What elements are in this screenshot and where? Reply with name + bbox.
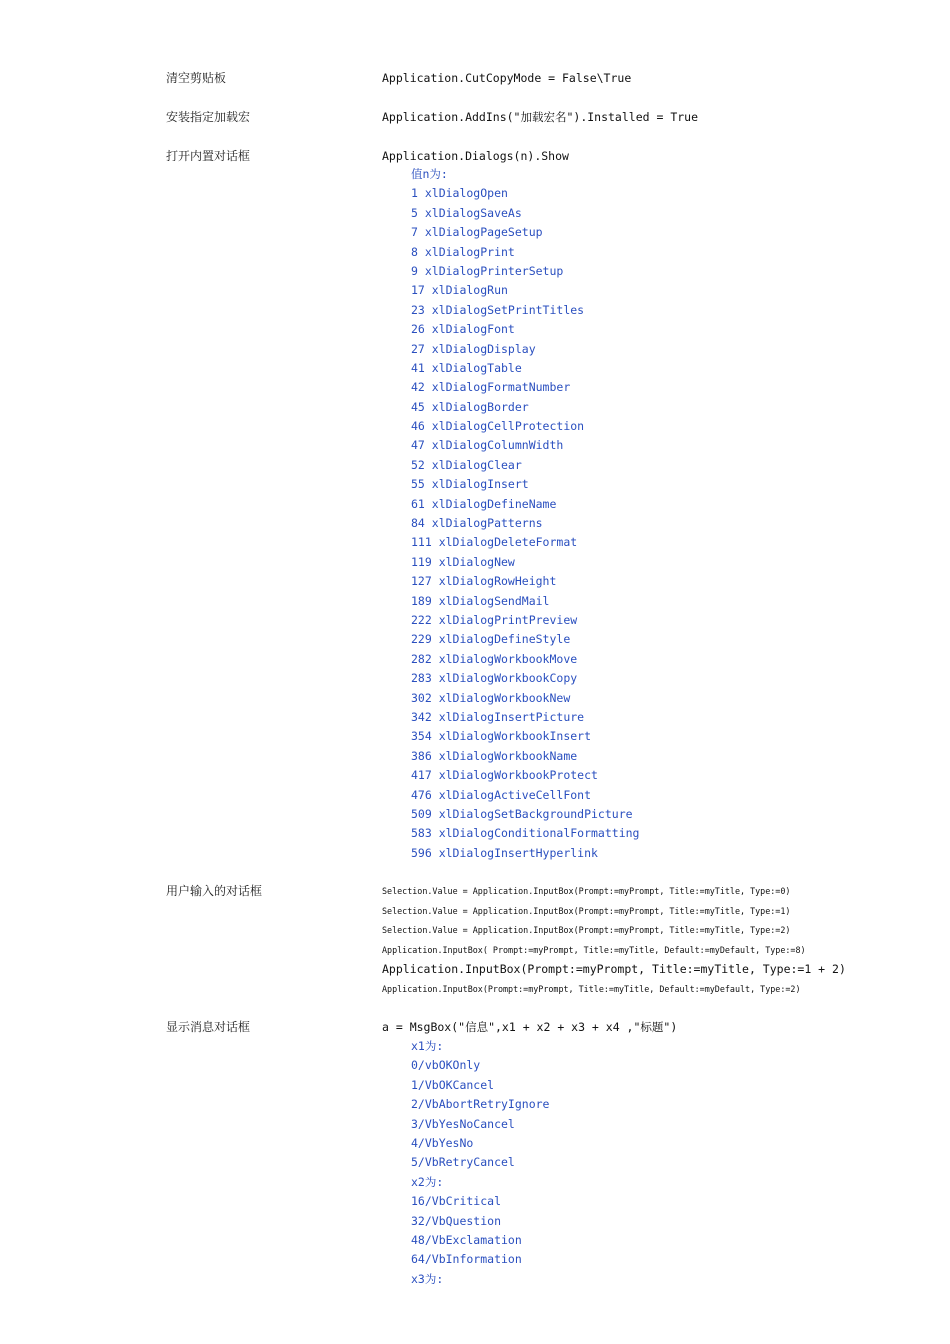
list-item: 27 xlDialogDisplay xyxy=(411,341,536,356)
list-item: 342 xlDialogInsertPicture xyxy=(411,709,585,724)
list-item: 17 xlDialogRun xyxy=(411,283,508,298)
list-item: 417 xlDialogWorkbookProtect xyxy=(411,768,598,783)
list-item: 302 xlDialogWorkbookNew xyxy=(411,690,571,705)
list-item: 47 xlDialogColumnWidth xyxy=(411,438,564,453)
list-item: 4/VbYesNo xyxy=(411,1135,474,1150)
inputbox-code-list xyxy=(382,883,846,1000)
list-item: 282 xlDialogWorkbookMove xyxy=(411,651,578,666)
inputbox-line: Selection.Value = Application.InputBox(Prompt:=myPrompt, Title:=myTitle, Type:=2) xyxy=(382,925,791,935)
list-item: 354 xlDialogWorkbookInsert xyxy=(411,729,592,744)
list-item: 3/VbYesNoCancel xyxy=(411,1116,515,1131)
dialog-constants-list xyxy=(411,165,639,863)
list-item: 42 xlDialogFormatNumber xyxy=(411,380,571,395)
list-item: x2为: xyxy=(411,1174,444,1189)
list-item: 45 xlDialogBorder xyxy=(411,399,529,414)
list-item: 111 xlDialogDeleteFormat xyxy=(411,535,578,550)
msgbox-constants-list xyxy=(411,1037,549,1289)
inputbox-line: Application.InputBox( Prompt:=myPrompt, Title:=myTitle, Default:=myDefault, Type:=8) xyxy=(382,944,806,955)
list-item: 0/vbOKOnly xyxy=(411,1058,481,1073)
list-item: 596 xlDialogInsertHyperlink xyxy=(411,845,598,860)
clipboard-label: 清空剪贴板 xyxy=(166,71,227,85)
list-item: 48/VbExclamation xyxy=(411,1232,522,1247)
list-item: 23 xlDialogSetPrintTitles xyxy=(411,302,585,317)
list-item: 值n为: xyxy=(411,167,448,181)
list-item: 509 xlDialogSetBackgroundPicture xyxy=(411,806,633,821)
addin-label: 安装指定加载宏 xyxy=(166,110,251,124)
clipboard-code: Application.CutCopyMode = False\True xyxy=(382,71,632,85)
list-item: 476 xlDialogActiveCellFont xyxy=(411,787,592,802)
list-item: x3为: xyxy=(411,1271,444,1286)
list-item: 229 xlDialogDefineStyle xyxy=(411,632,571,647)
inputbox-line: Application.InputBox(Prompt:=myPrompt, Title:=myTitle, Type:=1 + 2) xyxy=(382,962,846,976)
list-item: 119 xlDialogNew xyxy=(411,554,515,569)
list-item: 55 xlDialogInsert xyxy=(411,477,529,492)
list-item: 7 xlDialogPageSetup xyxy=(411,225,543,240)
list-item: 5 xlDialogSaveAs xyxy=(411,205,522,220)
msgbox-code: a = MsgBox("信息",x1 + x2 + x3 + x4 ,"标题") xyxy=(382,1020,678,1034)
list-item: 1/VbOKCancel xyxy=(411,1077,495,1092)
inputbox-line: Selection.Value = Application.InputBox(Prompt:=myPrompt, Title:=myTitle, Type:=0) xyxy=(382,886,791,896)
list-item: 32/VbQuestion xyxy=(411,1213,502,1228)
addin-code: Application.AddIns("加载宏名").Installed = True xyxy=(382,110,699,124)
list-item: 189 xlDialogSendMail xyxy=(411,593,550,608)
dialogs-label: 打开内置对话框 xyxy=(166,149,251,163)
list-item: 5/VbRetryCancel xyxy=(411,1155,515,1170)
list-item: 2/VbAbortRetryIgnore xyxy=(411,1097,550,1112)
list-item: x1为: xyxy=(411,1039,444,1053)
list-item: 127 xlDialogRowHeight xyxy=(411,574,557,589)
list-item: 61 xlDialogDefineName xyxy=(411,496,557,511)
list-item: 386 xlDialogWorkbookName xyxy=(411,748,578,763)
inputbox-line: Application.InputBox(Prompt:=myPrompt, Title:=myTitle, Default:=myDefault, Type:=2) xyxy=(382,983,801,994)
list-item: 583 xlDialogConditionalFormatting xyxy=(411,826,640,841)
list-item: 222 xlDialogPrintPreview xyxy=(411,612,578,627)
list-item: 52 xlDialogClear xyxy=(411,457,522,472)
list-item: 8 xlDialogPrint xyxy=(411,244,515,259)
list-item: 9 xlDialogPrinterSetup xyxy=(411,263,564,278)
dialogs-code: Application.Dialogs(n).Show xyxy=(382,149,569,163)
list-item: 16/VbCritical xyxy=(411,1194,502,1209)
list-item: 1 xlDialogOpen xyxy=(411,186,508,201)
list-item: 41 xlDialogTable xyxy=(411,360,522,375)
list-item: 64/VbInformation xyxy=(411,1252,522,1267)
input-label: 用户输入的对话框 xyxy=(166,884,263,898)
list-item: 84 xlDialogPatterns xyxy=(411,516,543,531)
list-item: 46 xlDialogCellProtection xyxy=(411,419,585,434)
inputbox-line: Selection.Value = Application.InputBox(Prompt:=myPrompt, Title:=myTitle, Type:=1) xyxy=(382,905,791,916)
list-item: 26 xlDialogFont xyxy=(411,322,515,337)
list-item: 283 xlDialogWorkbookCopy xyxy=(411,671,578,686)
msgbox-label: 显示消息对话框 xyxy=(166,1020,251,1034)
